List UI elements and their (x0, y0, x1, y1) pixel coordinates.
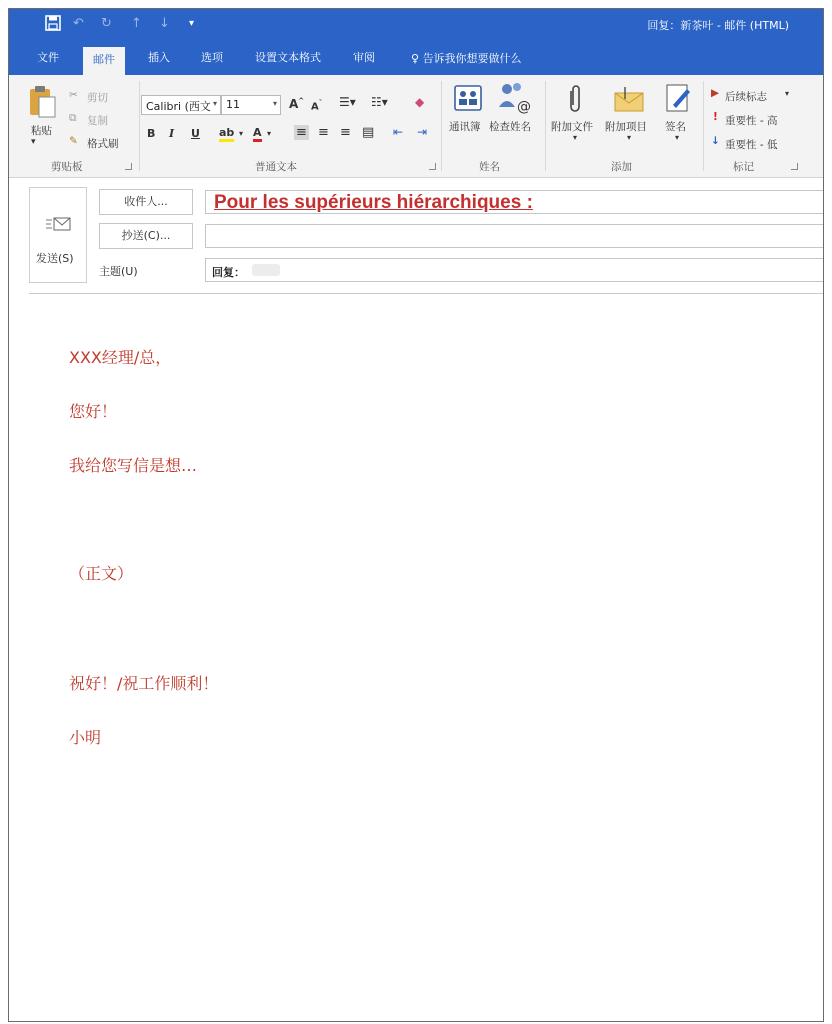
format-painter-icon[interactable]: ✎ (69, 135, 78, 147)
increase-indent-icon[interactable]: ⇥ (417, 125, 428, 139)
customize-toolbar-icon[interactable]: ▾ (189, 18, 195, 29)
ribbon-tabs (9, 41, 823, 75)
ribbon (9, 75, 823, 178)
lightbulb-icon: ♀ (411, 52, 420, 65)
up-arrow-icon[interactable]: ↑ (131, 16, 142, 31)
send-envelope-icon (46, 216, 72, 236)
tab-message[interactable]: 邮件 (83, 47, 125, 75)
cc-field[interactable] (205, 224, 823, 248)
undo-icon[interactable]: ↶ (73, 16, 84, 31)
outlook-compose-window (8, 8, 824, 1022)
address-book-icon[interactable] (453, 83, 483, 117)
font-color-icon[interactable]: A (253, 127, 262, 142)
body-greeting: XXX经理/总， (69, 348, 172, 367)
justify-icon[interactable]: ▤ (362, 125, 375, 140)
body-intro: 我给您写信是想… (69, 456, 198, 475)
cc-button[interactable]: 抄送(C)... (99, 223, 193, 249)
tab-review[interactable]: 审阅 (353, 51, 375, 64)
body-signature: 小明 (69, 728, 102, 747)
tab-file[interactable]: 文件 (37, 51, 59, 64)
paperclip-icon[interactable] (565, 83, 585, 119)
highlight-icon[interactable]: ab (219, 127, 234, 142)
cut-label[interactable]: 剪切 (87, 92, 108, 104)
numbering-icon[interactable]: ☷▾ (371, 95, 388, 109)
ribbon-divider (139, 81, 140, 171)
signature-label[interactable]: 签名 (665, 121, 686, 133)
save-icon[interactable] (45, 15, 61, 35)
align-right-icon[interactable]: ≡ (340, 125, 351, 140)
copy-icon[interactable]: ⧉ (69, 112, 77, 124)
copy-label[interactable]: 复制 (87, 115, 108, 127)
paste-icon[interactable] (27, 85, 57, 123)
italic-icon[interactable]: I (169, 127, 175, 140)
svg-text:@: @ (517, 99, 531, 115)
to-field-value: Pour les supérieurs hiérarchiques : (214, 192, 533, 213)
tab-format-text[interactable]: 设置文本格式 (255, 51, 321, 64)
names-group-label: 姓名 (479, 161, 500, 173)
bold-icon[interactable]: B (147, 127, 156, 140)
subject-label: 主题(U) (99, 265, 138, 278)
ribbon-divider (703, 81, 704, 171)
chevron-down-icon: ▾ (212, 99, 217, 108)
align-left-icon[interactable]: ≡ (296, 125, 307, 140)
align-center-icon[interactable]: ≡ (318, 125, 329, 140)
tags-launcher-icon[interactable] (791, 163, 798, 170)
chevron-down-icon[interactable]: ▾ (573, 133, 578, 142)
follow-up-label[interactable]: 后续标志 (725, 91, 767, 103)
to-button[interactable]: 收件人... (99, 189, 193, 215)
low-importance-icon[interactable]: ↓ (711, 135, 720, 147)
basic-text-group-label: 普通文本 (255, 161, 297, 173)
chevron-down-icon[interactable]: ▾ (267, 129, 272, 138)
font-size-value: 11 (226, 98, 240, 111)
redo-icon[interactable]: ↻ (101, 16, 112, 31)
tab-insert[interactable]: 插入 (148, 51, 170, 64)
font-size-combo[interactable] (221, 95, 281, 115)
chevron-down-icon[interactable]: ▾ (785, 89, 790, 98)
tell-me-text: 告诉我你想要做什么 (422, 52, 522, 65)
chevron-down-icon: ▾ (272, 99, 277, 108)
underline-icon[interactable]: U (191, 127, 200, 140)
paste-dropdown-icon[interactable]: ▾ (31, 137, 36, 147)
format-painter-label[interactable]: 格式刷 (87, 138, 119, 150)
down-arrow-icon[interactable]: ↓ (159, 16, 170, 31)
font-name-value: Calibri (西文 (146, 100, 211, 113)
to-field[interactable] (205, 190, 823, 214)
high-importance-label[interactable]: 重要性 - 高 (725, 115, 778, 127)
chevron-down-icon[interactable]: ▾ (239, 129, 244, 138)
attach-item-icon[interactable] (613, 85, 645, 117)
address-book-label[interactable]: 通讯簿 (449, 121, 481, 133)
subject-field-value: 回复： (212, 266, 245, 279)
paste-label[interactable]: 粘贴 (31, 125, 52, 137)
title-bar (9, 9, 823, 41)
font-name-combo[interactable] (141, 95, 221, 115)
follow-up-flag-icon[interactable]: ▶ (711, 87, 720, 99)
cut-icon[interactable]: ✂ (69, 89, 78, 101)
high-importance-icon[interactable]: ! (713, 111, 718, 123)
basic-text-launcher-icon[interactable] (429, 163, 436, 170)
ribbon-divider (545, 81, 546, 171)
bullets-icon[interactable]: ☰▾ (339, 95, 356, 109)
chevron-down-icon[interactable]: ▾ (675, 133, 680, 142)
ribbon-divider (441, 81, 442, 171)
clipboard-launcher-icon[interactable] (125, 163, 132, 170)
shrink-font-icon[interactable]: $A^ˇ$ (311, 99, 323, 113)
body-main: （正文） (69, 564, 134, 583)
include-group-label: 添加 (611, 161, 632, 173)
clear-formatting-icon[interactable]: ◆ (415, 95, 425, 109)
tell-me-box[interactable] (411, 50, 522, 66)
send-button[interactable] (29, 187, 87, 283)
check-names-icon[interactable] (497, 81, 533, 119)
send-label: 发送(S) (36, 252, 74, 265)
window-title: 回复：新茶叶 - 邮件 (HTML) (647, 19, 789, 32)
clipboard-group-label: 剪贴板 (51, 161, 83, 173)
decrease-indent-icon[interactable]: ⇤ (393, 125, 404, 139)
attach-item-label[interactable]: 附加项目 (605, 121, 647, 133)
grow-font-icon[interactable]: A^ (289, 97, 305, 111)
chevron-down-icon[interactable]: ▾ (627, 133, 632, 142)
tags-group-label: 标记 (733, 161, 754, 173)
body-hello: 您好！ (69, 402, 118, 421)
tab-options[interactable]: 选项 (201, 51, 223, 64)
redacted-subject (252, 264, 280, 276)
low-importance-label[interactable]: 重要性 - 低 (725, 139, 778, 151)
body-closing: 祝好！/祝工作顺利！ (69, 674, 219, 693)
attach-file-label[interactable]: 附加文件 (551, 121, 593, 133)
check-names-label[interactable]: 检查姓名 (489, 121, 531, 133)
signature-icon[interactable] (665, 83, 693, 119)
subject-field[interactable] (205, 258, 823, 282)
header-divider (29, 293, 823, 294)
